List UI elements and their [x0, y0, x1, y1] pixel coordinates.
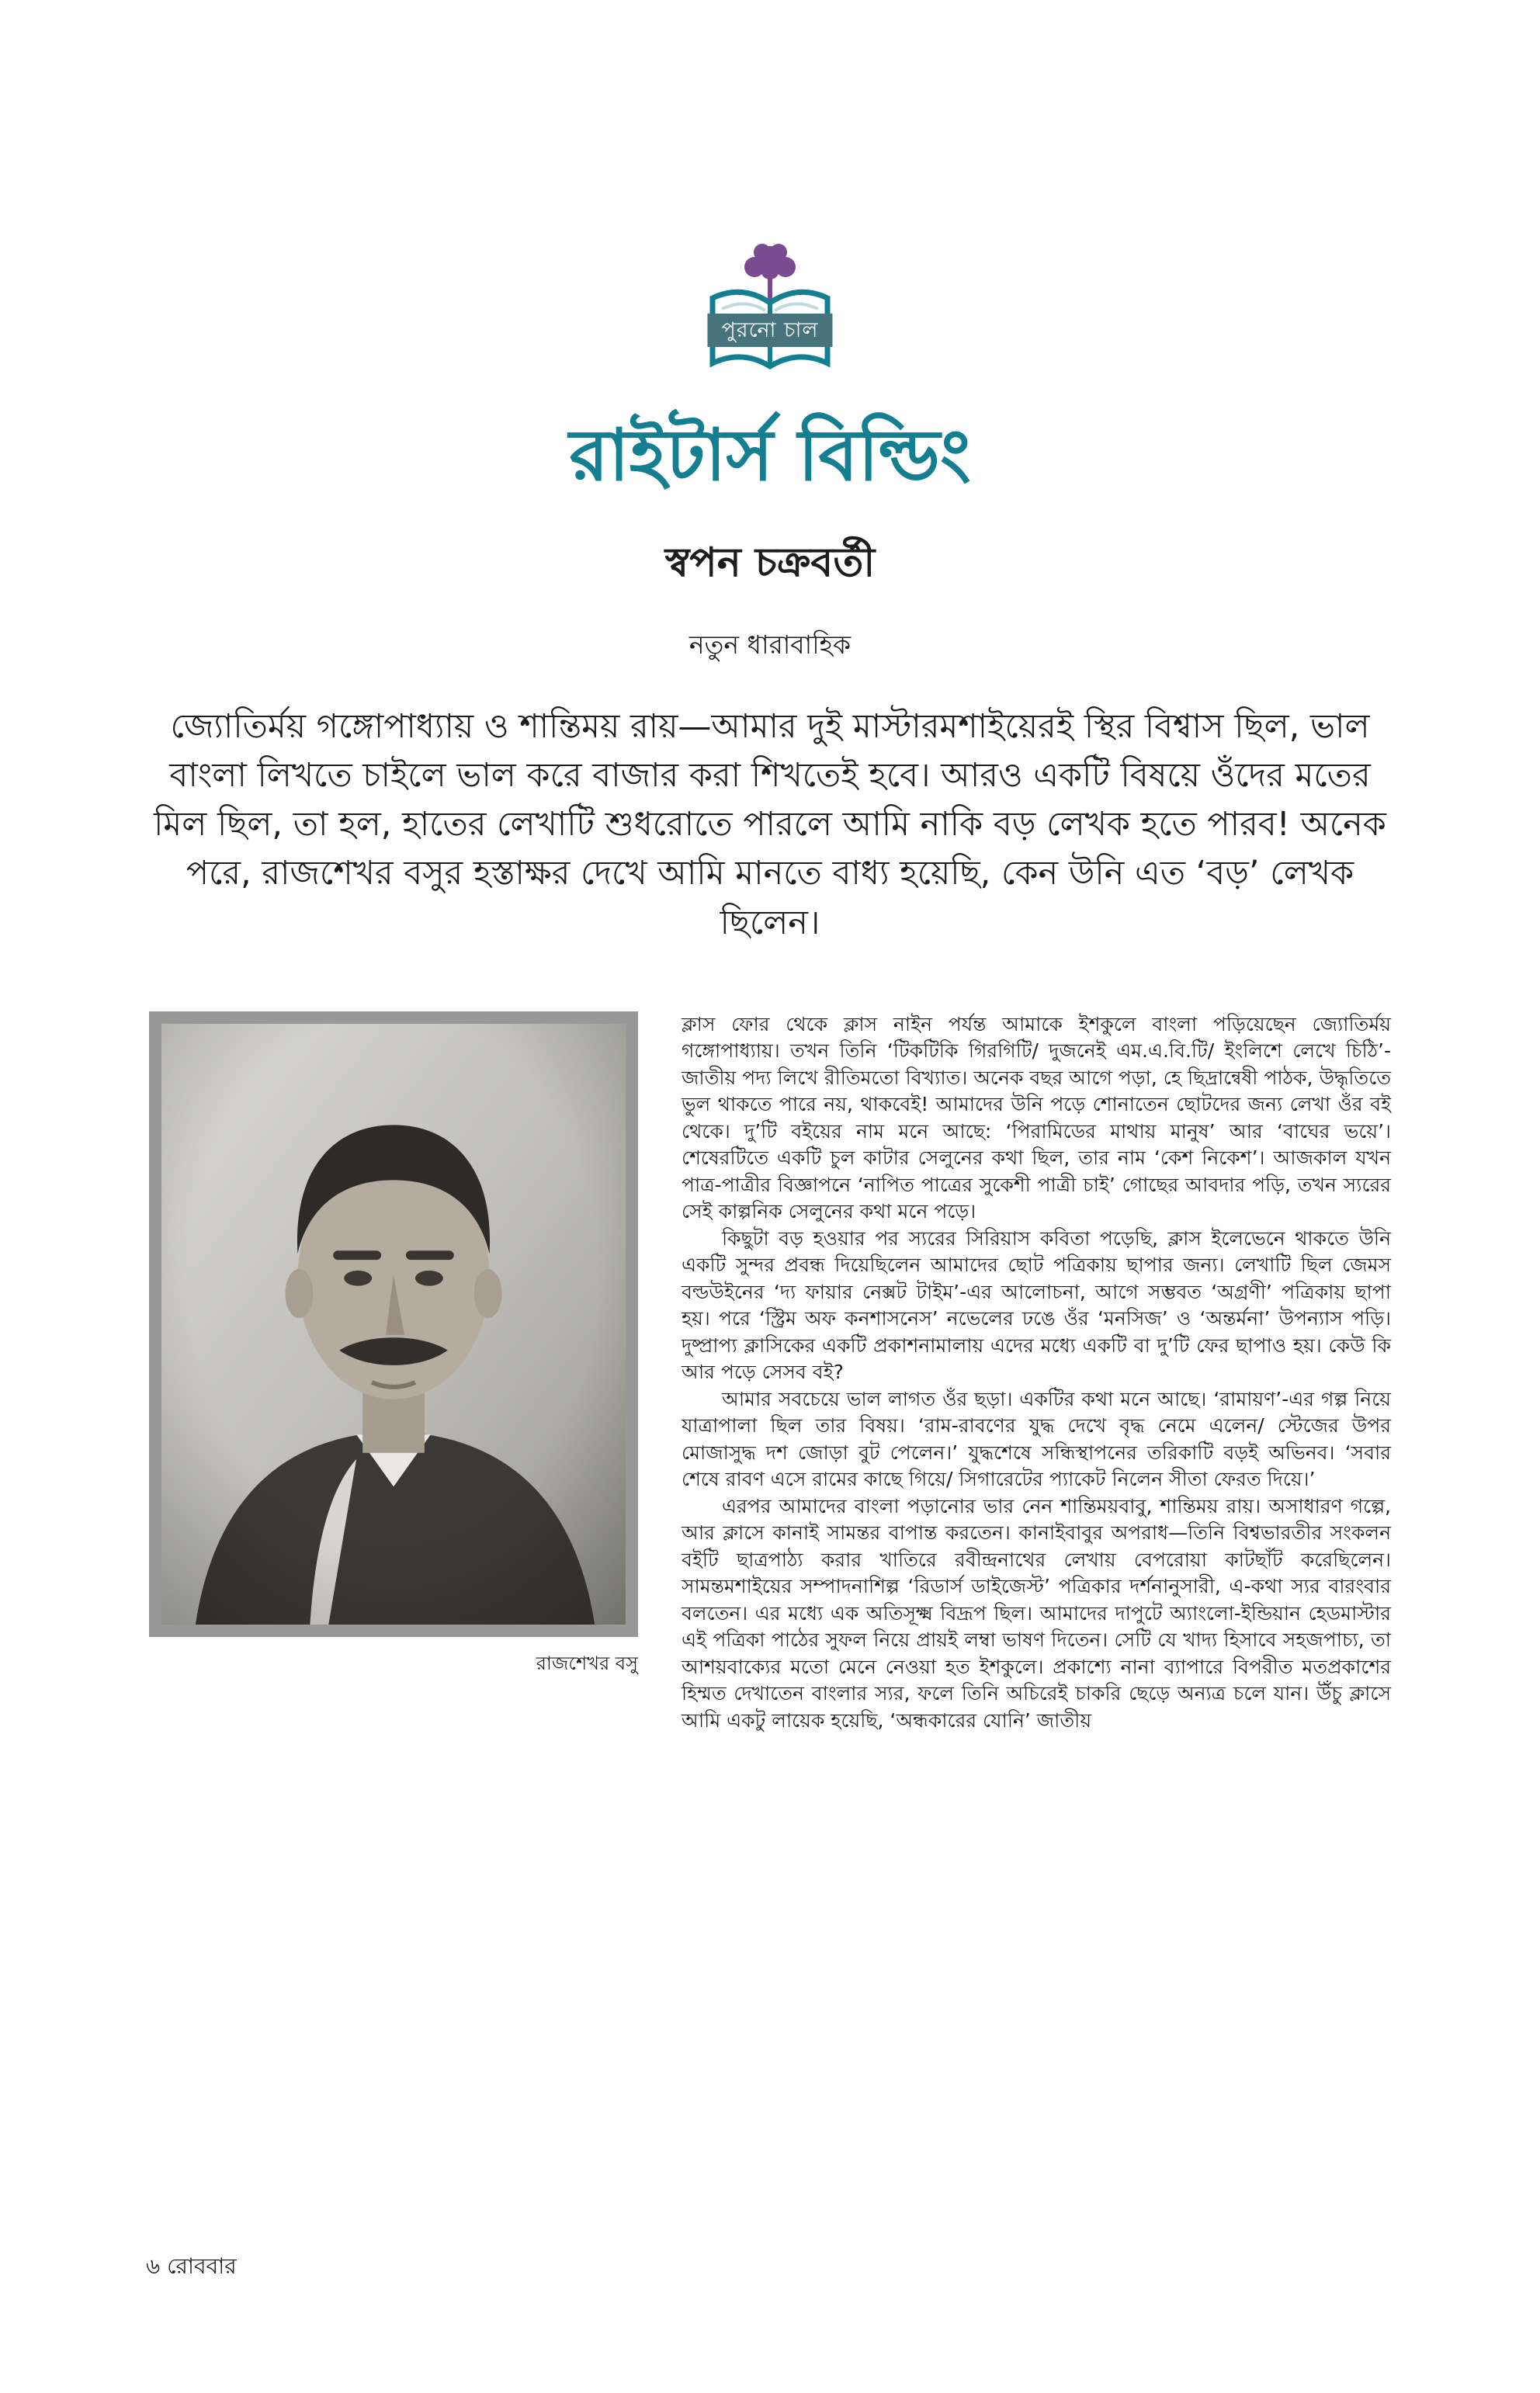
- photo-frame: [149, 1011, 638, 1637]
- article-paragraph: ক্লাস ফোর থেকে ক্লাস নাইন পর্যন্ত আমাকে ইশকুলে বাংলা পড়িয়েছেন জ্যোতির্ময় গঙ্গোপাধ্যায়। তখন তিনি ‘টিকটিকি গিরগিটি/ দুজনেই এম.এ.বি.টি/ ইংলিশে লেখে চিঠি’-জাতীয় পদ্য লিখে রীতিমতো বিখ্যাত। অনেক বছর আগে পড়া, হে ছিদ্রান্বেষী পাঠক, উদ্ধৃতিতে ভুল থাকতে পারে নয়, থাকবেই! আমাদের উনি পড়ে শোনাতেন ছোটদের জন্য লেখা ওঁর বই থেকে। দু’টি বইয়ের নাম মনে আছে: ‘পিরামিডের মাথায় মানুষ’ আর ‘বাঘের ভয়ে’। শেষেরটিতে একটি চুল কাটার সেলুনের কথা ছিল, তার নাম ‘কেশ নিকেশ’। আজকাল যখন পাত্র-পাত্রীর বিজ্ঞাপনে ‘নাপিত পাত্রের সুকেশী পাত্রী চাই’ গোছের আবদার পড়ি, তখন স্যরের সেই কাল্পনিক সেলুনের কথা মনে পড়ে।: [682, 1012, 1391, 1223]
- purple-flower-icon: [744, 244, 796, 279]
- main-content: [149, 1011, 1391, 1735]
- section-logo: [692, 233, 848, 394]
- article-paragraph: এরপর আমাদের বাংলা পড়ানোর ভার নেন শান্তিময়বাবু, শান্তিময় রায়। অসাধারণ গল্পে, আর ক্লাসে কানাই সামন্তর বাপান্ত করতেন। কানাইবাবুর অপরাধ—তিনি বিশ্বভারতীর সংকলন বইটি ছাত্রপাঠ্য করার খাতিরে রবীন্দ্রনাথের লেখায় বেপরোয়া কাটছাঁট করেছিলেন। সামন্তমশাইয়ের সম্পাদনাশিল্প ‘রিডার্স ডাইজেস্ট’ পত্রিকার দর্শনানুসারী, এ-কথা স্যর বারংবার বলতেন। এর মধ্যে এক অতিসূক্ষ্ম বিদ্রূপ ছিল। আমাদের দাপুটে অ্যাংলো-ইন্ডিয়ান হেডমাস্টার এই পত্রিকা পাঠের সুফল নিয়ে প্রায়ই লম্বা ভাষণ দিতেন। সেটি যে খাদ্য হিসাবে সহজপাচ্য, তা আশয়বাক্যের মতো মেনে নেওয়া হত ইশকুলে। প্রকাশ্যে নানা ব্যাপারে বিপরীত মতপ্রকাশের হিম্মত দেখাতেন বাংলার স্যর, ফলে তিনি অচিরেই চাকরি ছেড়ে অন্যত্র চলে যান। উঁচু ক্লাসে আমি একটু লায়েক হয়েছি, ‘অন্ধকারের যোনি’ জাতীয়: [682, 1494, 1391, 1732]
- article-header: [0, 0, 1540, 668]
- page-number-label: ৬ রোববার: [146, 2253, 237, 2279]
- page-title: রাইটার্স বিল্ডিং: [569, 414, 971, 497]
- article-paragraph: আমার সবচেয়ে ভাল লাগত ওঁর ছড়া। একটির কথা মনে আছে। ‘রামায়ণ’-এর গল্প নিয়ে যাত্রাপালা ছিল তার বিষয়। ‘রাম-রাবণের যুদ্ধ দেখে বৃদ্ধ নেমে এলেন/ স্টেজের উপর মোজাসুদ্ধ দশ জোড়া বুট পেলেন।’ যুদ্ধশেষে সন্ধিস্থাপনের তরিকাটি বড়ই অভিনব। ‘সবার শেষে রাবণ এসে রামের কাছে গিয়ে/ সিগারেটের প্যাকেট নিলেন সীতা ফেরত দিয়ে।’: [682, 1387, 1391, 1491]
- intro-section: [141, 702, 1399, 948]
- intro-paragraph: জ্যোতির্ময় গঙ্গোপাধ্যায় ও শান্তিময় রায়—আমার দুই মাস্টারমশাইয়েরই স্থির বিশ্বাস ছিল, ভাল বাংলা লিখতে চাইলে ভাল করে বাজার করা শিখতেই হবে। আরও একটি বিষয়ে ওঁদের মতের মিল ছিল, তা হল, হাতের লেখাটি শুধরোতে পারলে আমি নাকি বড় লেখক হতে পারব! অনেক পরে, রাজশেখর বসুর হস্তাক্ষর দেখে আমি মানতে বাধ্য হয়েছি, কেন উনি এত ‘বড়’ লেখক ছিলেন।: [154, 706, 1386, 942]
- page-footer: [146, 2249, 237, 2286]
- portrait-photo: [161, 1024, 626, 1625]
- article-paragraph: কিছুটা বড় হওয়ার পর স্যরের সিরিয়াস কবিতা পড়েছি, ক্লাস ইলেভেনে থাকতে উনি একটি সুন্দর প্রবন্ধ দিয়েছিলেন আমাদের ছোট পত্রিকায় ছাপার জন্য। লেখাটি ছিল জেমস বল্ডউইনের ‘দ্য ফায়ার নেক্সট টাইম’-এর আলোচনা, আগে সম্ভবত ‘অগ্রণী’ পত্রিকায় ছাপা হয়। পরে ‘স্ট্রিম অফ কনশাসনেস’ নভেলের ঢঙে ওঁর ‘মনসিজ’ ও ‘অন্তর্মনা’ উপন্যাস পড়ি। দুষ্প্রাপ্য ক্লাসিকের একটি প্রকাশনামালায় এদের মধ্যে একটি বা দু’টি ফের ছাপাও হয়। কেউ কি আর পড়ে সেসব বই?: [682, 1226, 1391, 1384]
- series-subtitle: নতুন ধারাবাহিক: [688, 629, 852, 660]
- series-badge: পুরনো চাল: [707, 314, 832, 347]
- photo-caption: রাজশেখর বসু: [536, 1652, 638, 1674]
- article-body: [682, 1011, 1391, 1735]
- author-name: স্বপন চক্রবর্তী: [664, 539, 876, 586]
- photo-column: [149, 1011, 638, 1680]
